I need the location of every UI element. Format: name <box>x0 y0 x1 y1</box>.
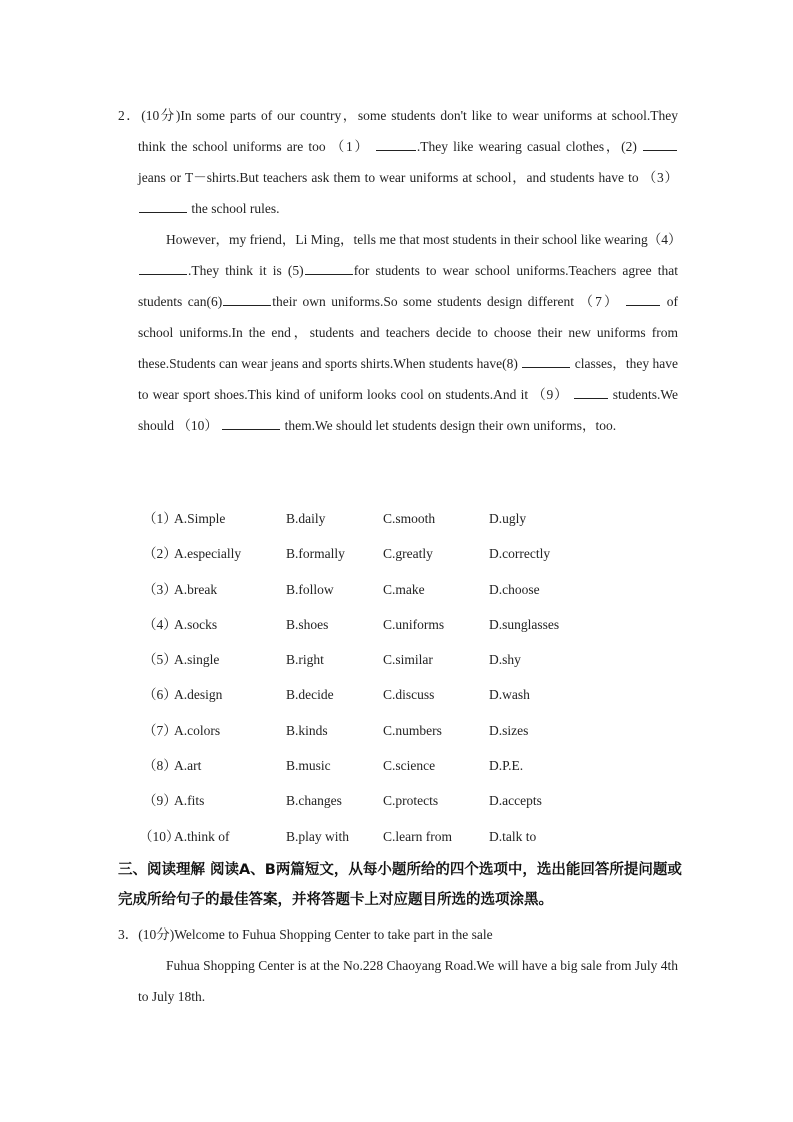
option-number: （9） <box>143 793 177 809</box>
option-d[interactable]: D.wash <box>489 687 530 703</box>
option-d[interactable]: D.accepts <box>489 793 542 809</box>
option-number: （7） <box>143 722 177 738</box>
passage-text: the school rules. <box>188 201 280 216</box>
question-3-title-line <box>118 919 678 950</box>
option-d[interactable]: D.sizes <box>489 722 529 738</box>
blank-2[interactable] <box>643 136 677 151</box>
answer-options <box>139 505 603 858</box>
option-b[interactable]: B.play with <box>286 828 349 844</box>
option-d[interactable]: D.correctly <box>489 546 551 562</box>
option-a[interactable]: A.socks <box>174 616 218 632</box>
question-3-paragraph: Fuhua Shopping Center is at the No.228 Chaoyang Road.We will have a big sale from July 4th to July 18th. <box>138 958 678 1004</box>
option-row <box>143 681 603 716</box>
option-c[interactable]: C.uniforms <box>383 616 445 632</box>
option-b[interactable]: B.daily <box>286 511 326 526</box>
option-b[interactable]: B.kinds <box>286 722 328 738</box>
option-c[interactable]: C.discuss <box>383 687 435 703</box>
passage-text: for students to wear school uniforms.Teachers agree that students can(6) <box>138 263 678 309</box>
question-2-paragraph-2 <box>118 224 682 441</box>
option-a[interactable]: A.fits <box>174 793 205 809</box>
option-a[interactable]: A.design <box>174 687 223 703</box>
option-c[interactable]: C.science <box>383 758 436 774</box>
option-b[interactable]: B.follow <box>286 581 334 597</box>
passage-text: classes，they have to wear sport shoes.This kind of uniform looks cool on students.And it （9） <box>138 356 679 402</box>
blank-10[interactable] <box>222 415 280 430</box>
option-a[interactable]: A.think of <box>174 828 230 844</box>
option-b[interactable]: B.formally <box>286 546 345 562</box>
option-row <box>143 752 603 787</box>
option-a[interactable]: A.art <box>174 758 202 774</box>
option-c[interactable]: C.similar <box>383 652 433 668</box>
question-3-title: Welcome to Fuhua Shopping Center to take part in the sale <box>174 927 493 942</box>
option-a[interactable]: A.break <box>174 581 218 597</box>
option-a[interactable]: A.especially <box>174 546 242 562</box>
option-d[interactable]: D.talk to <box>489 828 537 844</box>
option-number: （2） <box>143 546 177 562</box>
passage-text: them.We should let students design their own uniforms，too. <box>284 418 617 433</box>
passage-text: of school uniforms.In the end，students and teachers decide to choose their new uniforms from these.Students can wear jeans and sports shirts.When students have(8) <box>138 294 679 371</box>
passage-text: In some parts of our country，some students don't like to wear uniforms at school.They think the school uniforms are too （1） <box>138 108 678 154</box>
option-row <box>139 823 603 858</box>
passage-text: .They like wearing casual clothes，(2) <box>416 139 637 154</box>
question-2-label: 2．(10分) <box>118 108 181 123</box>
question-3 <box>118 919 678 1012</box>
option-b[interactable]: B.changes <box>286 793 342 809</box>
option-a[interactable]: A.colors <box>174 722 221 738</box>
question-2-paragraph-1 <box>118 100 678 224</box>
option-c[interactable]: C.make <box>383 581 425 597</box>
option-row <box>143 787 603 822</box>
option-d[interactable]: D.shy <box>489 652 521 668</box>
option-number: （3） <box>143 581 177 597</box>
option-d[interactable]: D.sunglasses <box>489 616 560 632</box>
section-3-heading: 三、阅读理解 阅读A、B两篇短文，从每小题所给的四个选项中，选出能回答所提问题或完成所给句子的最佳答案，并将答题卡上对应题目所选的选项涂黑。 <box>118 862 682 908</box>
option-c[interactable]: C.protects <box>383 793 439 809</box>
option-c[interactable]: C.smooth <box>383 511 436 526</box>
option-number: （1） <box>143 511 177 526</box>
blank-3[interactable] <box>139 198 187 213</box>
passage-text: jeans or T－shirts.But teachers ask them to wear uniforms at school，and students have to （3） <box>138 170 678 185</box>
option-c[interactable]: C.numbers <box>383 722 442 738</box>
blank-1[interactable] <box>376 136 416 151</box>
option-row <box>143 505 603 540</box>
question-3-label: 3．(10分) <box>118 927 175 942</box>
option-number: （4） <box>143 616 177 632</box>
option-number: （10） <box>139 828 180 844</box>
option-c[interactable]: C.learn from <box>383 828 452 844</box>
passage-text: their own uniforms.So some students design different （7） <box>272 294 620 309</box>
blank-8[interactable] <box>522 353 570 368</box>
option-row <box>143 646 603 681</box>
option-b[interactable]: B.shoes <box>286 616 329 632</box>
option-row <box>143 717 603 752</box>
option-d[interactable]: D.choose <box>489 581 540 597</box>
passage-text: .They think it is (5) <box>188 263 304 278</box>
blank-7[interactable] <box>626 291 660 306</box>
option-number: （8） <box>143 758 177 774</box>
question-2-passage <box>118 100 682 441</box>
blank-9[interactable] <box>574 384 608 399</box>
option-row <box>143 540 603 575</box>
option-number: （6） <box>143 687 177 703</box>
option-number: （5） <box>143 652 177 668</box>
option-c[interactable]: C.greatly <box>383 546 433 562</box>
option-row <box>143 576 603 611</box>
option-d[interactable]: D.P.E. <box>489 758 524 774</box>
option-b[interactable]: B.decide <box>286 687 334 703</box>
option-b[interactable]: B.music <box>286 758 331 774</box>
blank-6[interactable] <box>223 291 271 306</box>
option-row <box>143 611 603 646</box>
option-b[interactable]: B.right <box>286 652 324 668</box>
option-a[interactable]: A.Simple <box>174 511 226 526</box>
passage-text: However，my friend，Li Ming，tells me that most students in their school like wearing（4） <box>166 232 682 247</box>
blank-4[interactable] <box>139 260 187 275</box>
option-d[interactable]: D.ugly <box>489 511 527 526</box>
blank-5[interactable] <box>305 260 353 275</box>
option-a[interactable]: A.single <box>174 652 220 668</box>
passage-text: students.We should （10） <box>138 387 679 433</box>
